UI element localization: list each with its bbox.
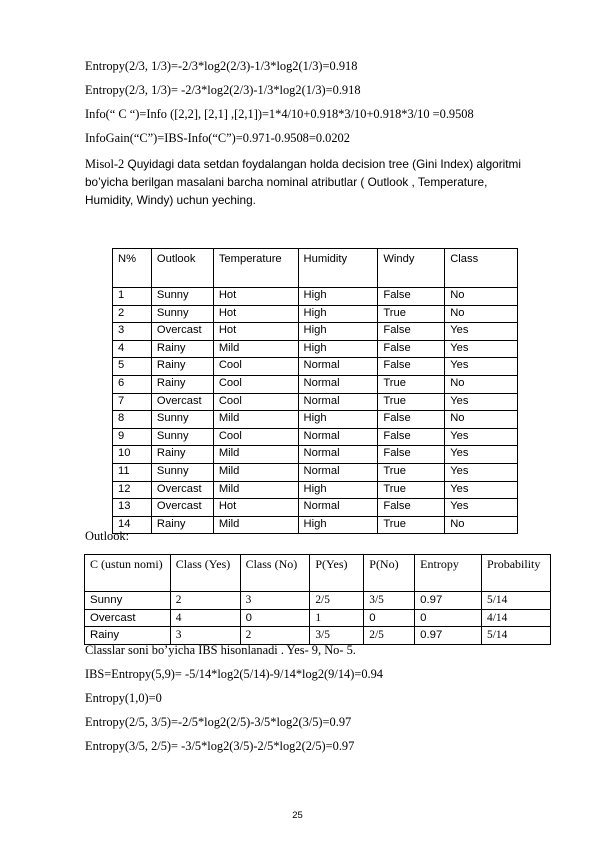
formula-line-5: Classlar soni bo’yicha IBS hisonlanadi . Yes- 9, No- 5. [85, 643, 356, 657]
table-cell: True [378, 516, 445, 534]
table-cell: Hot [213, 499, 298, 517]
table-cell: Rainy [151, 358, 213, 376]
table-cell: 0 [364, 609, 415, 627]
table-cell: Mild [213, 516, 298, 534]
table-cell: False [378, 411, 445, 429]
table-cell: Rainy [151, 446, 213, 464]
table-cell: 4 [113, 340, 152, 358]
header-cell: Temperature [213, 249, 298, 288]
table-cell: False [378, 323, 445, 341]
table-cell: Yes [445, 499, 518, 517]
table-cell: Sunny [151, 305, 213, 323]
table-cell: 4 [170, 609, 240, 627]
table-cell: True [378, 393, 445, 411]
table-cell: Hot [213, 305, 298, 323]
table-cell: Hot [213, 323, 298, 341]
table-row [113, 393, 518, 411]
table-cell: Mild [213, 411, 298, 429]
formula-line-7: Entropy(1,0)=0 [85, 691, 162, 705]
table-cell: 11 [113, 463, 152, 481]
table-cell: 1 [113, 288, 152, 306]
table-row [113, 481, 518, 499]
table-cell: Yes [445, 358, 518, 376]
task-text: Quyidagi data setdan foydalangan holda decision tree (Gini Index) algoritmi bo’yicha berilgan masalani barcha nominal atributlar ( Outlook , Temperature, Humidity, Windy) uchun yeching. [85, 157, 521, 207]
formula-line-6: IBS=Entropy(5,9)= -5/14*log2(5/14)-9/14*log2(9/14)=0.94 [85, 667, 384, 681]
outlook-header-row [85, 555, 551, 592]
header-cell: Outlook [151, 249, 213, 288]
header-cell: Windy [378, 249, 445, 288]
table-cell: 2 [170, 592, 240, 610]
table-cell: Mild [213, 446, 298, 464]
table-cell: High [298, 323, 378, 341]
header-cell: Probability [482, 555, 551, 592]
table-row [85, 592, 551, 610]
table-cell: Rainy [151, 516, 213, 534]
table-row [85, 627, 551, 645]
table-cell: Mild [213, 463, 298, 481]
table-cell: 3 [113, 323, 152, 341]
table-cell: False [378, 358, 445, 376]
table-cell: True [378, 305, 445, 323]
table-cell: High [298, 305, 378, 323]
header-cell: C (ustun nomi) [85, 555, 171, 592]
table-row [113, 358, 518, 376]
table-row [113, 288, 518, 306]
table-cell: False [378, 288, 445, 306]
table-cell: Normal [298, 499, 378, 517]
table-cell: 1 [310, 609, 364, 627]
formula-line-2: Entropy(2/3, 1/3)= -2/3*log2(2/3)-1/3*log2(1/3)=0.918 [85, 83, 361, 97]
table-row [113, 463, 518, 481]
table-row [113, 428, 518, 446]
header-cell: Class (Yes) [170, 555, 240, 592]
outlook-table [84, 554, 551, 645]
table-cell: 2/5 [310, 592, 364, 610]
table-cell: Yes [445, 323, 518, 341]
table-cell: False [378, 499, 445, 517]
table-cell: 13 [113, 499, 152, 517]
table-cell: 5/14 [482, 627, 551, 645]
task-paragraph [85, 155, 525, 209]
table-cell: Mild [213, 340, 298, 358]
table-cell: Overcast [151, 323, 213, 341]
table-cell: Normal [298, 446, 378, 464]
table-cell: 4/14 [482, 609, 551, 627]
table-cell: 0 [415, 609, 482, 627]
table-cell: Sunny [85, 592, 171, 610]
header-cell: N% [113, 249, 152, 288]
table-cell: 10 [113, 446, 152, 464]
table-cell: Mild [213, 481, 298, 499]
table-cell: 9 [113, 428, 152, 446]
outlook-label: Outlook: [85, 529, 130, 543]
dataset-table [112, 248, 518, 534]
table-cell: True [378, 481, 445, 499]
table-cell: 3 [240, 592, 310, 610]
table-cell: 6 [113, 375, 152, 393]
formula-line-1: Entropy(2/3, 1/3)=-2/3*log2(2/3)-1/3*log2(1/3)=0.918 [85, 59, 358, 73]
table-cell: True [378, 375, 445, 393]
table-cell: Rainy [151, 375, 213, 393]
table-cell: Yes [445, 463, 518, 481]
table-row [113, 499, 518, 517]
table-row [113, 323, 518, 341]
table-cell: 7 [113, 393, 152, 411]
table-cell: High [298, 340, 378, 358]
table-cell: No [445, 375, 518, 393]
table-cell: 2/5 [364, 627, 415, 645]
table-cell: Rainy [151, 340, 213, 358]
table-cell: 2 [240, 627, 310, 645]
table-cell: False [378, 446, 445, 464]
table-cell: Cool [213, 375, 298, 393]
table-row [113, 305, 518, 323]
table-cell: 14 [113, 516, 152, 534]
table-cell: False [378, 340, 445, 358]
table-cell: Normal [298, 428, 378, 446]
table-cell: No [445, 411, 518, 429]
task-label: Misol-2 [85, 157, 125, 171]
formula-line-9: Entropy(3/5, 2/5)= -3/5*log2(3/5)-2/5*log2(2/5)=0.97 [85, 739, 355, 753]
table-row [85, 609, 551, 627]
table-cell: False [378, 428, 445, 446]
table-cell: High [298, 481, 378, 499]
table-cell: Yes [445, 393, 518, 411]
formula-line-4: InfoGain(“C”)=IBS-Info(“C”)=0.971-0.9508=0.0202 [85, 131, 350, 145]
table-cell: Sunny [151, 411, 213, 429]
formula-line-3: Info(“ C “)=Info ([2,2], [2,1] ,[2,1])=1*4/10+0.918*3/10+0.918*3/10 =0.9508 [85, 107, 474, 121]
table-cell: No [445, 288, 518, 306]
table-cell: Sunny [151, 463, 213, 481]
table-cell: 0.97 [415, 627, 482, 645]
table-cell: Overcast [151, 481, 213, 499]
dataset-header-row [113, 249, 518, 288]
table-cell: Sunny [151, 428, 213, 446]
table-cell: Overcast [151, 393, 213, 411]
table-cell: Normal [298, 393, 378, 411]
table-cell: Cool [213, 428, 298, 446]
table-cell: High [298, 516, 378, 534]
header-cell: Class (No) [240, 555, 310, 592]
table-cell: Sunny [151, 288, 213, 306]
table-cell: 5/14 [482, 592, 551, 610]
table-cell: Normal [298, 375, 378, 393]
header-cell: Entropy [415, 555, 482, 592]
table-row [113, 340, 518, 358]
table-cell: Normal [298, 463, 378, 481]
table-cell: Overcast [85, 609, 171, 627]
header-cell: Humidity [298, 249, 378, 288]
header-cell: P(Yes) [310, 555, 364, 592]
table-row [113, 411, 518, 429]
table-cell: 0 [240, 609, 310, 627]
table-cell: Hot [213, 288, 298, 306]
table-cell: Overcast [151, 499, 213, 517]
table-cell: 8 [113, 411, 152, 429]
table-row [113, 516, 518, 534]
table-cell: 2 [113, 305, 152, 323]
table-cell: 12 [113, 481, 152, 499]
header-cell: Class [445, 249, 518, 288]
table-cell: Yes [445, 446, 518, 464]
table-cell: Cool [213, 358, 298, 376]
table-cell: 3 [170, 627, 240, 645]
table-row [113, 375, 518, 393]
table-cell: Yes [445, 340, 518, 358]
table-cell: High [298, 411, 378, 429]
table-cell: No [445, 516, 518, 534]
table-cell: Yes [445, 428, 518, 446]
table-cell: True [378, 463, 445, 481]
table-cell: 3/5 [310, 627, 364, 645]
table-cell: High [298, 288, 378, 306]
table-cell: No [445, 305, 518, 323]
formula-line-8: Entropy(2/5, 3/5)=-2/5*log2(2/5)-3/5*log2(3/5)=0.97 [85, 715, 352, 729]
table-cell: 0.97 [415, 592, 482, 610]
table-cell: Normal [298, 358, 378, 376]
table-cell: Yes [445, 481, 518, 499]
table-row [113, 446, 518, 464]
header-cell: P(No) [364, 555, 415, 592]
page-number: 25 [292, 810, 303, 821]
table-cell: Rainy [85, 627, 171, 645]
table-cell: 5 [113, 358, 152, 376]
table-cell: Cool [213, 393, 298, 411]
table-cell: 3/5 [364, 592, 415, 610]
